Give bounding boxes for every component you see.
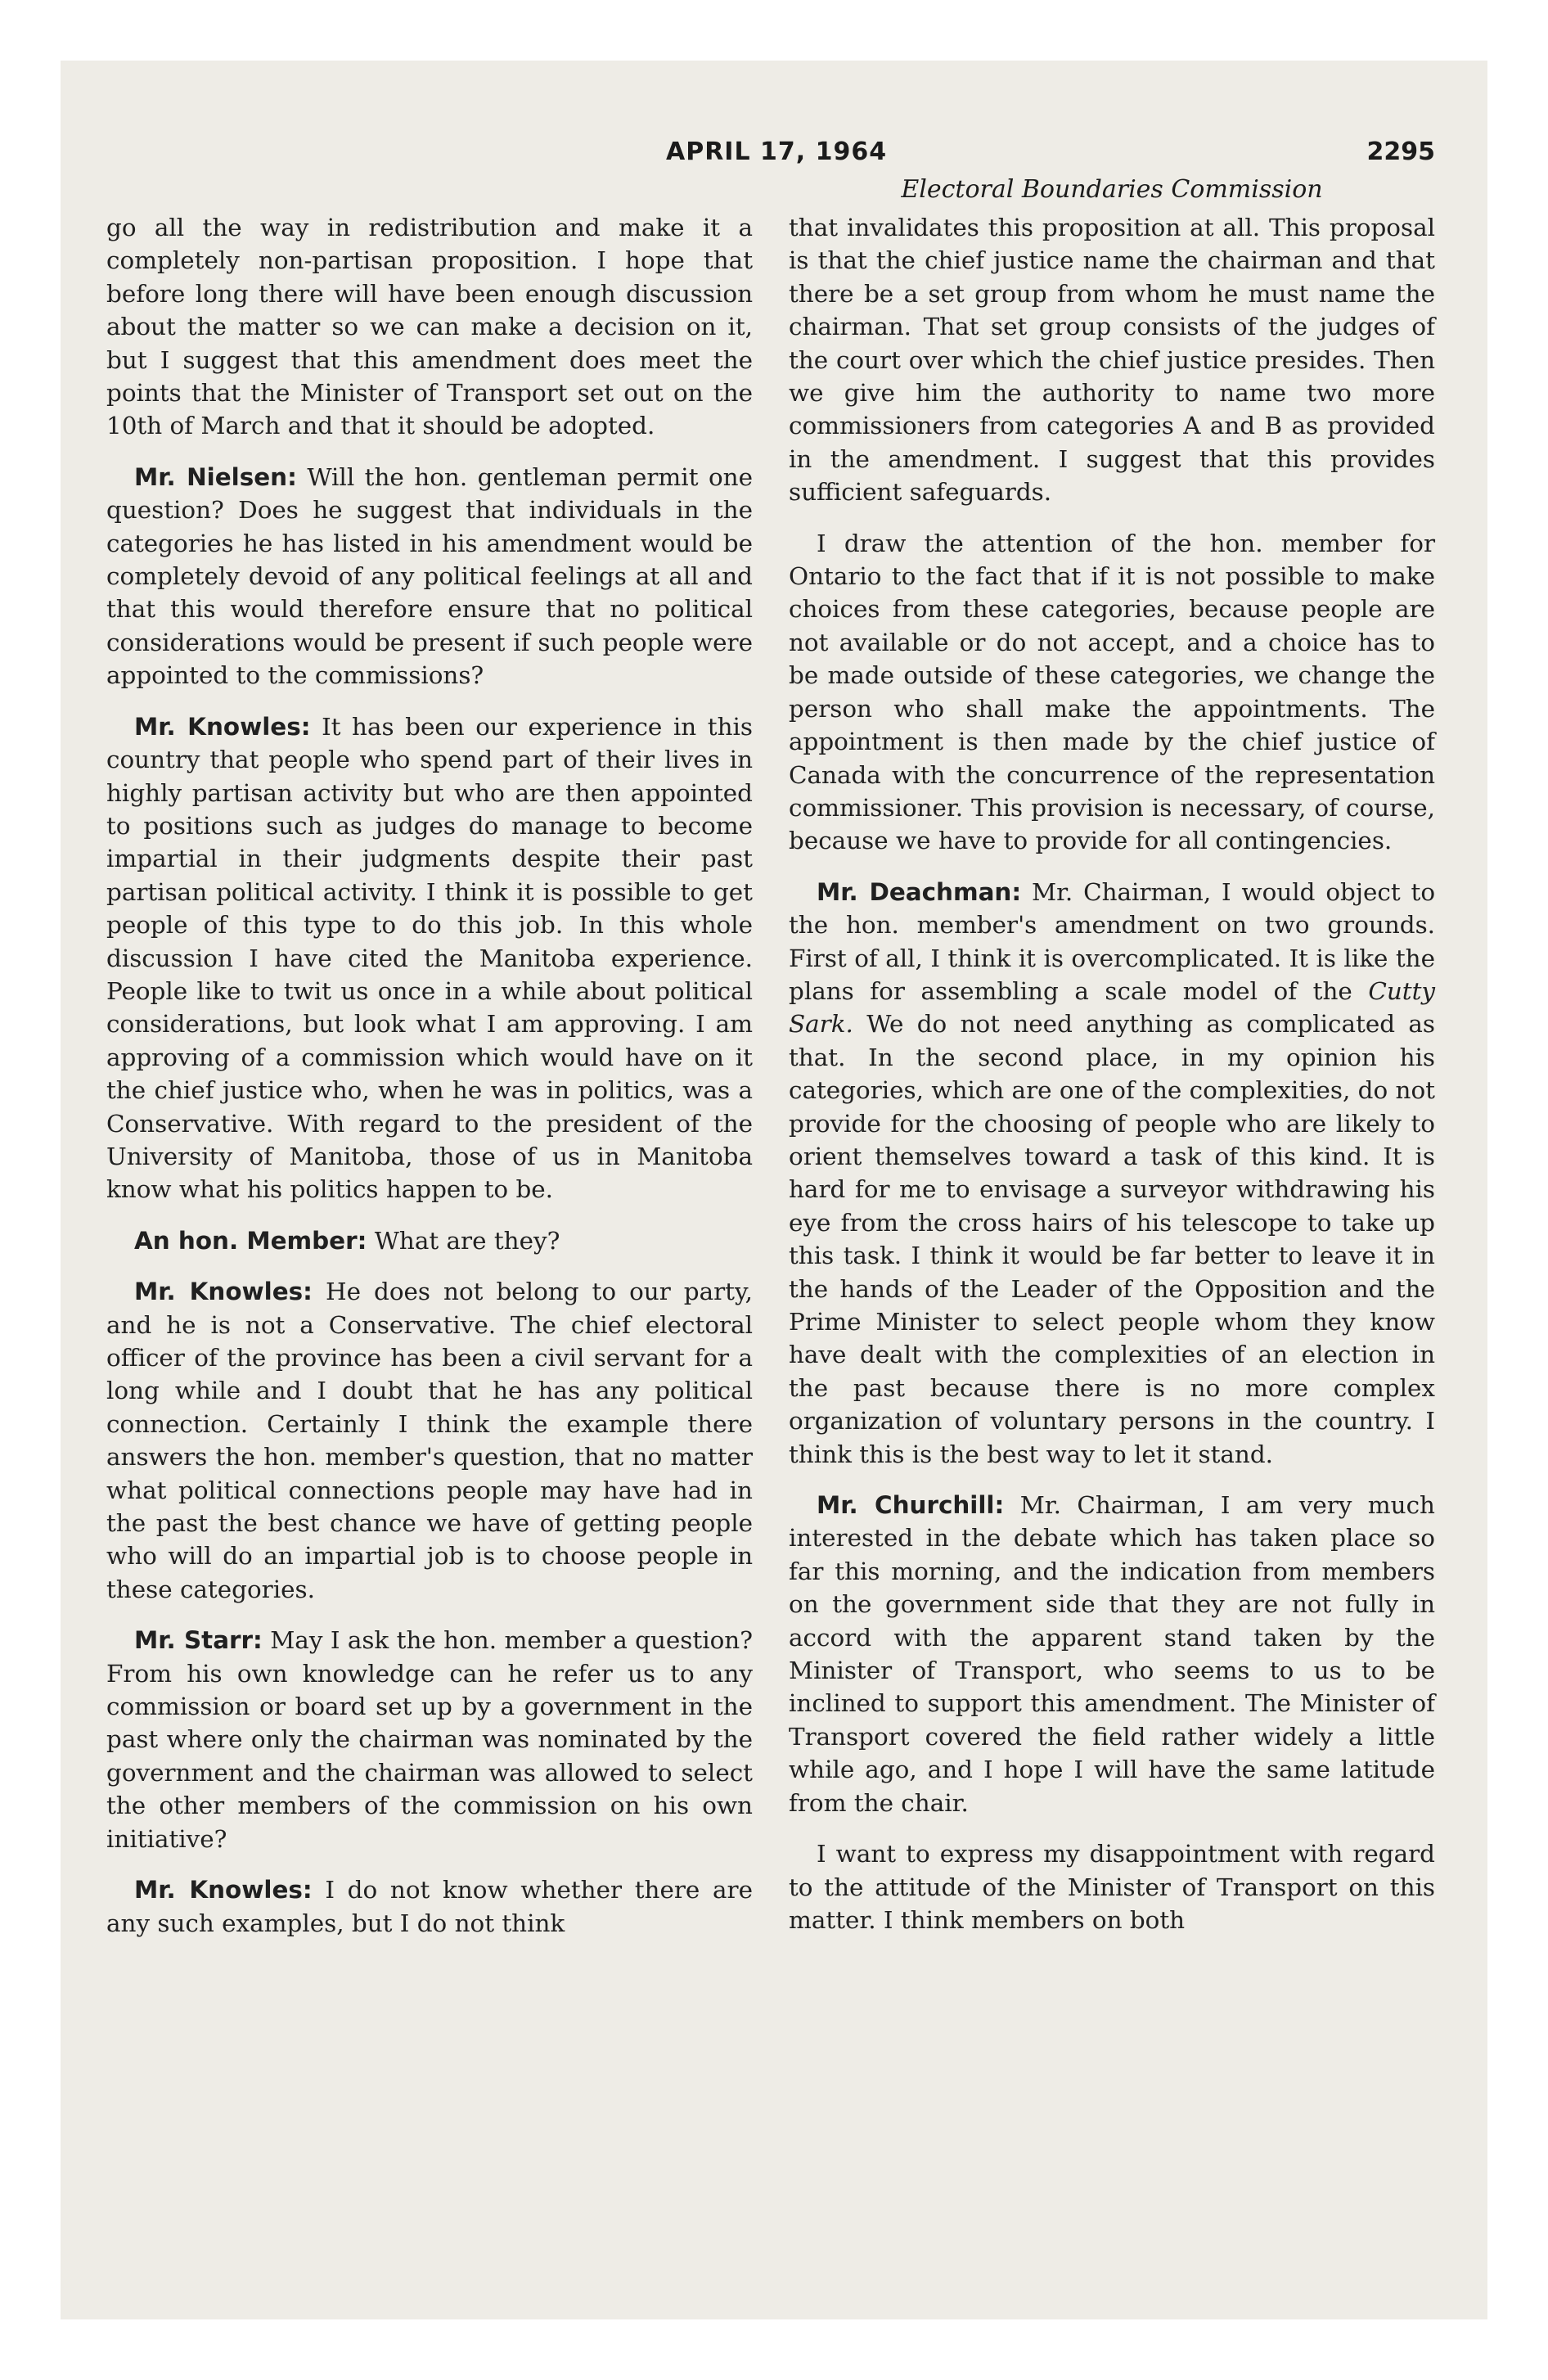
paragraph: that invalidates this proposition at all. This proposal is that the chief justice name the chairman and that there be a set group from whom he must name the chairman. That set group consists of the judges of the court over which the chief justice presides. Then we give him the authority to name two more commissioners from categories A and B as provided in the amendment. I suggest that this provides sufficient safeguards. [789, 214, 1435, 507]
left-column [106, 211, 753, 1958]
paragraph: I want to express my disappointment with regard to the attitude of the Minister of Transport on this matter. I think members on both [789, 1840, 1435, 1934]
speaker-name: Mr. Deachman: [817, 877, 1022, 906]
page-number: 2295 [1366, 137, 1435, 166]
speaker-name: Mr. Churchill: [817, 1491, 1005, 1520]
paragraph [106, 710, 753, 1206]
paragraph [106, 1873, 753, 1940]
right-column [789, 211, 1435, 1954]
speaker-name: Mr. Knowles: [134, 712, 311, 741]
ship-name: Cutty Sark. [789, 976, 1436, 1039]
paragraph [106, 461, 753, 692]
speech-text: Mr. Chairman, I am very much interested in the debate which has taken place so far this morning, and the indication from members on the government side that they are not fully in accord with the apparent stand taken by the Minister of Transport, who seems to us to be inclined to support this amendment. The Minister of Transport covered the field rather widely a little while ago, and I hope I will have the same latitude from the chair. [789, 1491, 1435, 1817]
paragraph [106, 1224, 753, 1257]
header-date: APRIL 17, 1964 [666, 137, 888, 166]
paragraph: I draw the attention of the hon. member for Ontario to the fact that if it is not possible to make choices from these categories, because people are not available or do not accept, and a choice has to be made outside of these categories, we change the person who shall make the appointments. The appointment is then made by the chief justice of Canada with the concurrence of the representation commissioner. This provision is necessary, of course, because we have to provide for all contingencies. [789, 529, 1435, 855]
speaker-name: Mr. Knowles: [134, 1278, 313, 1306]
paragraph [789, 876, 1435, 1471]
speech-text: Will the hon. gentleman permit one question? Does he suggest that individuals in the categories he has listed in his amendment would be completely devoid of any political feelings at all and that this would therefore ensure that no political considerations would be present if such people were appointed to the commissions? [106, 462, 753, 690]
speech-text: Mr. Chairman, I would object to the hon. member's amendment on two grounds. First of all, I think it is overcomplicated. It is like the plans for assembling a scale model of the [789, 877, 1436, 1005]
speaker-name: An hon. Member: [134, 1226, 367, 1255]
speech-text: He does not belong to our party, and he is not a Conservative. The chief electoral officer of the province has been a civil servant for a long while and I doubt that he has any political connection. Certainly I think the example there answers the hon. member's question, that no matter what political connections people may have had in the past the best chance we have of getting people who will do an impartial job is to choose people in these categories. [106, 1278, 754, 1603]
section-subtitle: Electoral Boundaries Commission [901, 175, 1323, 204]
paragraph [106, 1275, 753, 1606]
speaker-name: Mr. Starr: [134, 1626, 263, 1655]
speech-text: What are they? [374, 1226, 560, 1255]
paragraph [789, 1489, 1435, 1819]
speaker-name: Mr. Nielsen: [134, 462, 297, 491]
speech-text: It has been our experience in this country that people who spend part of their lives in highly partisan activity but who are then appointed to positions such as judges do manage to become impartial in their judgments despite their past partisan political activity. I think it is possible to get people of this type to do this job. In this whole discussion I have cited the Manitoba experience. People like to twit us once in a while about political considerations, but look what I am approving. I am approving of a commission which would have on it the chief justice who, when he was in politics, was a Conservative. With regard to the president of the University of Manitoba, those of us in Manitoba know what his politics happen to be. [106, 712, 753, 1204]
speaker-name: Mr. Knowles: [134, 1876, 313, 1904]
paragraph [106, 1624, 753, 1855]
speech-text: May I ask the hon. member a question? From his own knowledge can he refer us to any commission or board set up by a government in the past where only the chairman was nominated by the government and the chairman was allowed to select the other members of the commission on his own initiative? [106, 1626, 753, 1853]
paragraph: go all the way in redistribution and make it a completely non-partisan proposition. I hope that before long there will have been enough discussion about the matter so we can make a decision on it, but I suggest that this amendment does meet the points that the Minister of Transport set out on the 10th of March and that it should be adopted. [106, 214, 753, 440]
speech-text: I do not know whether there are any such examples, but I do not think [106, 1876, 753, 1937]
speech-text: We do not need anything as complicated as that. In the second place, in my opinion his categories, which are one of the complexities, do not provide for the choosing of people who are likely to orient themselves toward a task of this kind. It is hard for me to envisage a surveyor withdrawing his eye from the cross hairs of his telescope to take up this task. I think it would be far better to leave it in the hands of the Leader of the Opposition and the Prime Minister to select people whom they know have dealt with the complexities of an election in the past because there is no more complex organization of voluntary persons in the country. I think this is the best way to let it stand. [789, 1010, 1435, 1468]
